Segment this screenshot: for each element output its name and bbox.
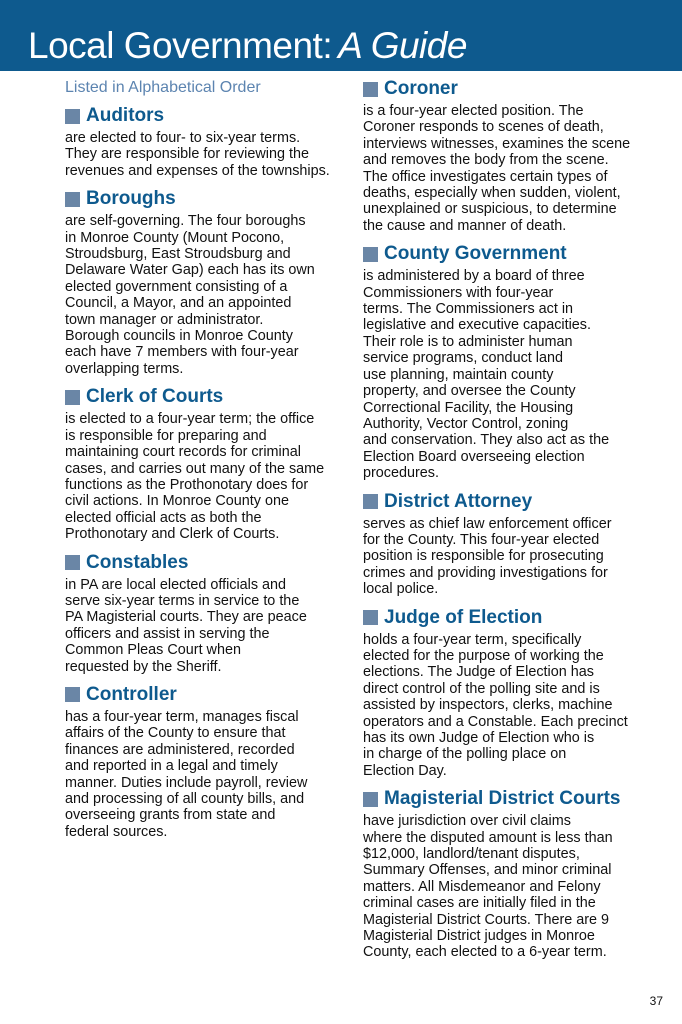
body-line: and removes the body from the scene. [363, 152, 609, 169]
section-county-government [363, 243, 663, 481]
section-heading [363, 243, 663, 265]
body-line: and processing of all county bills, and [65, 791, 305, 807]
body-line: operators and a Constable. Each precinct [363, 713, 628, 730]
body-line: Authority, Vector Control, zoning [363, 415, 569, 432]
body-line: in charge of the polling place on [363, 746, 567, 763]
body-line: criminal cases are initially filed in the [363, 895, 596, 912]
body-line: serves as chief law enforcement officer [363, 515, 612, 532]
section-magisterial-district-courts [363, 788, 663, 961]
section-title: Auditors [86, 105, 165, 126]
section-heading [65, 684, 355, 706]
section-body [65, 411, 355, 542]
section-body [363, 516, 663, 598]
body-line: is responsible for preparing and [65, 427, 267, 444]
section-auditors [65, 105, 355, 179]
body-line: manner. Duties include payroll, review [65, 774, 308, 791]
title-subtitle: A Guide [338, 25, 467, 66]
body-line: has a four-year term, manages fiscal [65, 708, 299, 725]
left-sections [65, 105, 355, 840]
section-heading [65, 105, 355, 127]
section-title: Constables [86, 551, 189, 573]
section-body [65, 213, 355, 377]
body-line: terms. The Commissioners act in [363, 301, 574, 318]
square-bullet-icon [363, 82, 378, 97]
square-bullet-icon [363, 610, 378, 625]
body-line: legislative and executive capacities. [363, 317, 591, 334]
body-line: holds a four-year term, specifically [363, 631, 582, 648]
body-line: use planning, maintain county [363, 366, 554, 383]
page-number: 37 [649, 994, 663, 1008]
body-line: County, each elected to a 6-year term. [363, 944, 607, 961]
section-judge-of-election [363, 607, 663, 780]
body-line: overseeing grants from state and [65, 807, 276, 824]
body-line: for the County. This four-year elected [363, 531, 600, 548]
section-heading [65, 386, 355, 408]
body-line: Magisterial District Courts. There are 9 [363, 911, 610, 928]
body-line: direct control of the polling site and is [363, 680, 600, 697]
body-line: position is responsible for prosecuting [363, 548, 604, 565]
body-line: has its own Judge of Election who is [363, 730, 595, 746]
section-district-attorney [363, 491, 663, 598]
body-line: cases, and carries out many of the same [65, 460, 325, 477]
right-sections [363, 78, 663, 961]
body-line: Prothonotary and Clerk of Courts. [65, 526, 280, 543]
section-coroner [363, 78, 663, 234]
section-constables [65, 552, 355, 675]
page-title [28, 26, 467, 66]
body-line: maintaining court records for criminal [65, 444, 301, 461]
body-line: functions as the Prothonotary does for [65, 476, 309, 493]
body-line: elected government consisting of a [65, 278, 288, 295]
body-line: Magisterial District judges in Monroe [363, 928, 595, 945]
section-clerk-of-courts [65, 386, 355, 542]
body-line: elected official acts as both the [65, 509, 262, 526]
body-line: is administered by a board of three [363, 268, 585, 285]
body-line: The office investigates certain types of [363, 168, 608, 185]
body-line: Delaware Water Gap) each has its own [65, 262, 315, 279]
section-heading [363, 788, 663, 810]
body-line: Commissioners with four-year [363, 284, 554, 301]
body-line: service programs, conduct land [363, 350, 563, 367]
body-line: and conservation. They also act as the [363, 432, 610, 449]
section-title: Coroner [384, 78, 458, 99]
square-bullet-icon [65, 555, 80, 570]
body-line: PA Magisterial courts. They are peace [65, 609, 307, 626]
body-line: interviews witnesses, examines the scene [363, 135, 631, 152]
body-line: Coroner responds to scenes of death, [363, 119, 604, 136]
body-line: each have 7 members with four-year [65, 344, 299, 361]
body-line: where the disputed amount is less than [363, 829, 613, 846]
section-title: Clerk of Courts [86, 386, 224, 408]
section-title: District Attorney [384, 490, 533, 512]
body-line: They are responsible for reviewing the [65, 146, 309, 163]
body-line: revenues and expenses of the townships. [65, 162, 330, 179]
section-title: Magisterial District Courts [384, 788, 621, 810]
page-header [0, 0, 682, 71]
square-bullet-icon [65, 109, 80, 124]
body-line: Stroudsburg, East Stroudsburg and [65, 246, 291, 263]
square-bullet-icon [363, 247, 378, 262]
section-body [65, 130, 355, 179]
right-column [363, 78, 663, 970]
body-line: property, and oversee the County [363, 383, 576, 400]
body-line: Election Board overseeing election [363, 448, 585, 465]
body-line: elections. The Judge of Election has [363, 664, 594, 681]
body-line: in PA are local elected officials and [65, 576, 287, 593]
body-line: crimes and providing investigations for [363, 564, 608, 581]
section-body [363, 813, 663, 961]
section-heading [363, 607, 663, 629]
body-line: Summary Offenses, and minor criminal [363, 862, 612, 879]
body-line: elected for the purpose of working the [363, 647, 604, 664]
listed-note: Listed in Alphabetical Order [65, 79, 261, 96]
section-title: County Government [384, 243, 567, 265]
section-title: Controller [86, 683, 177, 705]
body-line: and reported in a legal and timely [65, 758, 278, 775]
body-line: Their role is to administer human [363, 333, 573, 350]
body-line: civil actions. In Monroe County one [65, 493, 289, 510]
body-line: officers and assist in serving the [65, 625, 270, 642]
body-line: overlapping terms. [65, 360, 184, 377]
body-line: requested by the Sheriff. [65, 658, 222, 675]
body-line: town manager or administrator. [65, 311, 264, 328]
body-line: deaths, especially when sudden, violent, [363, 185, 621, 202]
body-line: $12,000, landlord/tenant disputes, [363, 846, 580, 863]
body-line: are self-governing. The four boroughs [65, 213, 306, 230]
body-line: Council, a Mayor, and an appointed [65, 295, 292, 312]
body-line: affairs of the County to ensure that [65, 725, 286, 742]
section-title: Boroughs [86, 188, 176, 210]
body-line: is elected to a four-year term; the office [65, 411, 315, 428]
section-body [363, 268, 663, 481]
body-line: have jurisdiction over civil claims [363, 813, 571, 830]
section-boroughs [65, 188, 355, 377]
body-line: in Monroe County (Mount Pocono, [65, 229, 285, 246]
body-line: Correctional Facility, the Housing [363, 399, 574, 416]
body-line: is a four-year elected position. The [363, 103, 584, 119]
square-bullet-icon [65, 687, 80, 702]
body-line: serve six-year terms in service to the [65, 592, 300, 609]
section-heading [363, 491, 663, 513]
section-body [363, 632, 663, 780]
title-main: Local Government: [28, 25, 333, 66]
section-heading [65, 188, 355, 210]
section-body [65, 709, 355, 840]
body-line: Borough councils in Monroe County [65, 328, 293, 345]
square-bullet-icon [65, 192, 80, 207]
body-line: Election Day. [363, 762, 447, 779]
body-line: unexplained or suspicious, to determine [363, 201, 617, 218]
left-column [65, 78, 355, 849]
section-title: Judge of Election [384, 606, 543, 628]
section-heading [65, 552, 355, 574]
square-bullet-icon [363, 792, 378, 807]
body-line: assisted by inspectors, clerks, machine [363, 697, 613, 714]
section-controller [65, 684, 355, 840]
body-line: matters. All Misdemeanor and Felony [363, 878, 601, 895]
body-line: are elected to four- to six-year terms. [65, 130, 301, 146]
square-bullet-icon [65, 390, 80, 405]
square-bullet-icon [363, 494, 378, 509]
body-line: Common Pleas Court when [65, 642, 241, 659]
section-body [65, 577, 355, 675]
section-body [363, 103, 663, 234]
body-line: finances are administered, recorded [65, 741, 295, 758]
body-line: federal sources. [65, 823, 168, 840]
body-line: procedures. [363, 465, 439, 482]
section-heading [363, 78, 663, 100]
body-line: local police. [363, 581, 439, 598]
body-line: the cause and manner of death. [363, 217, 567, 234]
